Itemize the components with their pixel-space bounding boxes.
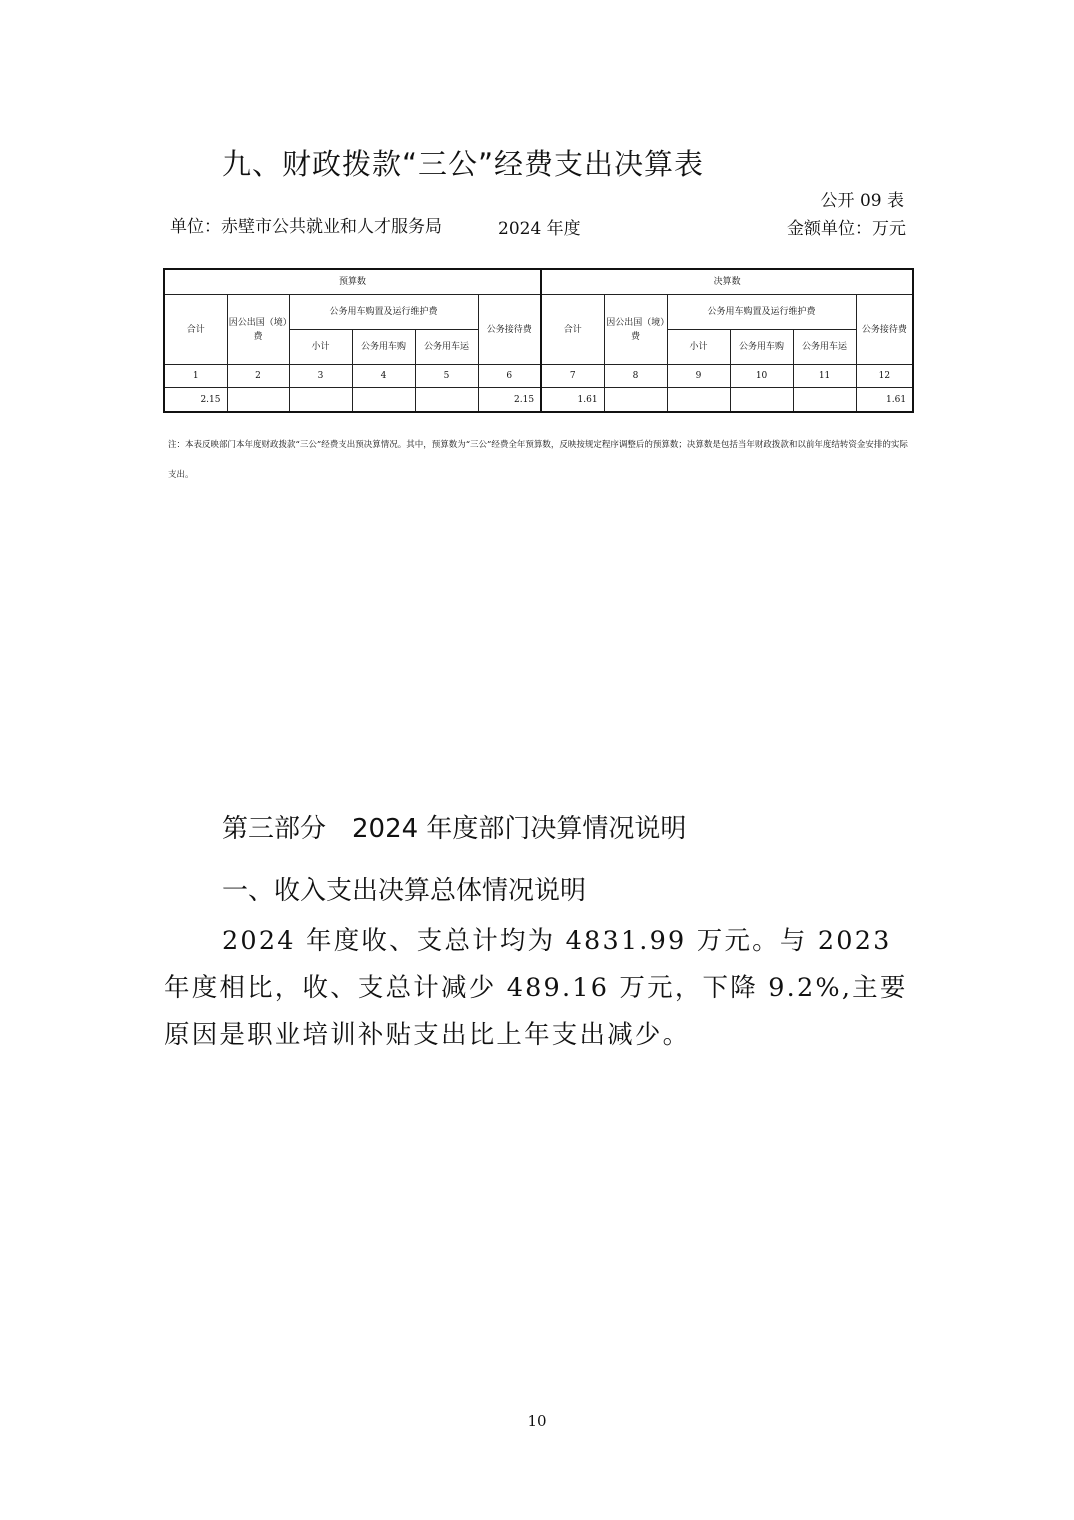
- actual-vehicle-purchase-value: [730, 388, 793, 413]
- part3-title: 第三部分 2024 年度部门决算情况说明: [222, 814, 687, 844]
- actual-reception-header: 公务接待费: [856, 295, 913, 365]
- actual-total-value: 1.61: [541, 388, 604, 413]
- page-number: 10: [527, 1412, 547, 1430]
- actual-vehicle-operation-header: 公务用车运: [793, 330, 856, 365]
- column-number: 1: [164, 365, 227, 388]
- unit-label: 单位：赤壁市公共就业和人才服务局: [170, 217, 442, 237]
- budget-vehicle-operation-value: [415, 388, 478, 413]
- actual-vehicle-purchase-header: 公务用车购: [730, 330, 793, 365]
- section1-title: 一、收入支出决算总体情况说明: [222, 876, 587, 906]
- budget-abroad-header: 因公出国（境）费: [227, 295, 289, 365]
- budget-abroad-value: [227, 388, 289, 413]
- budget-total-value: 2.15: [164, 388, 227, 413]
- column-number: 11: [793, 365, 856, 388]
- budget-vehicle-operation-header: 公务用车运: [415, 330, 478, 365]
- three-public-expenses-table: [163, 268, 914, 413]
- column-number-row: [164, 365, 913, 388]
- column-number: 4: [352, 365, 415, 388]
- actual-abroad-value: [604, 388, 667, 413]
- table-number: 公开 09 表: [820, 191, 904, 211]
- column-number: 3: [289, 365, 352, 388]
- column-number: 5: [415, 365, 478, 388]
- actual-header: 决算数: [541, 269, 913, 295]
- column-number: 10: [730, 365, 793, 388]
- actual-subtotal-value: [667, 388, 730, 413]
- actual-total-header: 合计: [541, 295, 604, 365]
- column-number: 2: [227, 365, 289, 388]
- table-title: 九、财政拨款“三公”经费支出决算表: [222, 147, 705, 181]
- actual-abroad-header: 因公出国（境）费: [604, 295, 667, 365]
- budget-reception-header: 公务接待费: [478, 295, 541, 365]
- actual-reception-value: 1.61: [856, 388, 913, 413]
- table-row: [164, 388, 913, 413]
- column-number: 6: [478, 365, 541, 388]
- actual-subtotal-header: 小计: [667, 330, 730, 365]
- budget-header: 预算数: [164, 269, 541, 295]
- budget-vehicle-purchase-header: 公务用车购: [352, 330, 415, 365]
- section1-body: 2024 年度收、支总计均为 4831.99 万元。与 2023 年度相比，收、支总计减少 489.16 万元，下降 9.2%,主要原因是职业培训补贴支出比上年支出减少。: [164, 926, 908, 1050]
- actual-vehicle-operation-value: [793, 388, 856, 413]
- column-number: 12: [856, 365, 913, 388]
- budget-reception-value: 2.15: [478, 388, 541, 413]
- budget-subtotal-value: [289, 388, 352, 413]
- budget-subtotal-header: 小计: [289, 330, 352, 365]
- table-note: 注：本表反映部门本年度财政拨款“三公”经费支出预决算情况。其中，预算数为“三公”经费全年预算数，反映按规定程序调整后的预算数；决算数是包括当年财政拨款和以前年度结转资金安排的实际支出。: [168, 440, 908, 480]
- actual-vehicle-group-header: 公务用车购置及运行维护费: [667, 295, 856, 330]
- column-number: 8: [604, 365, 667, 388]
- year-label: 2024 年度: [498, 219, 581, 239]
- budget-vehicle-purchase-value: [352, 388, 415, 413]
- budget-vehicle-group-header: 公务用车购置及运行维护费: [289, 295, 478, 330]
- budget-total-header: 合计: [164, 295, 227, 365]
- column-number: 9: [667, 365, 730, 388]
- column-number: 7: [541, 365, 604, 388]
- amount-unit: 金额单位：万元: [787, 219, 906, 239]
